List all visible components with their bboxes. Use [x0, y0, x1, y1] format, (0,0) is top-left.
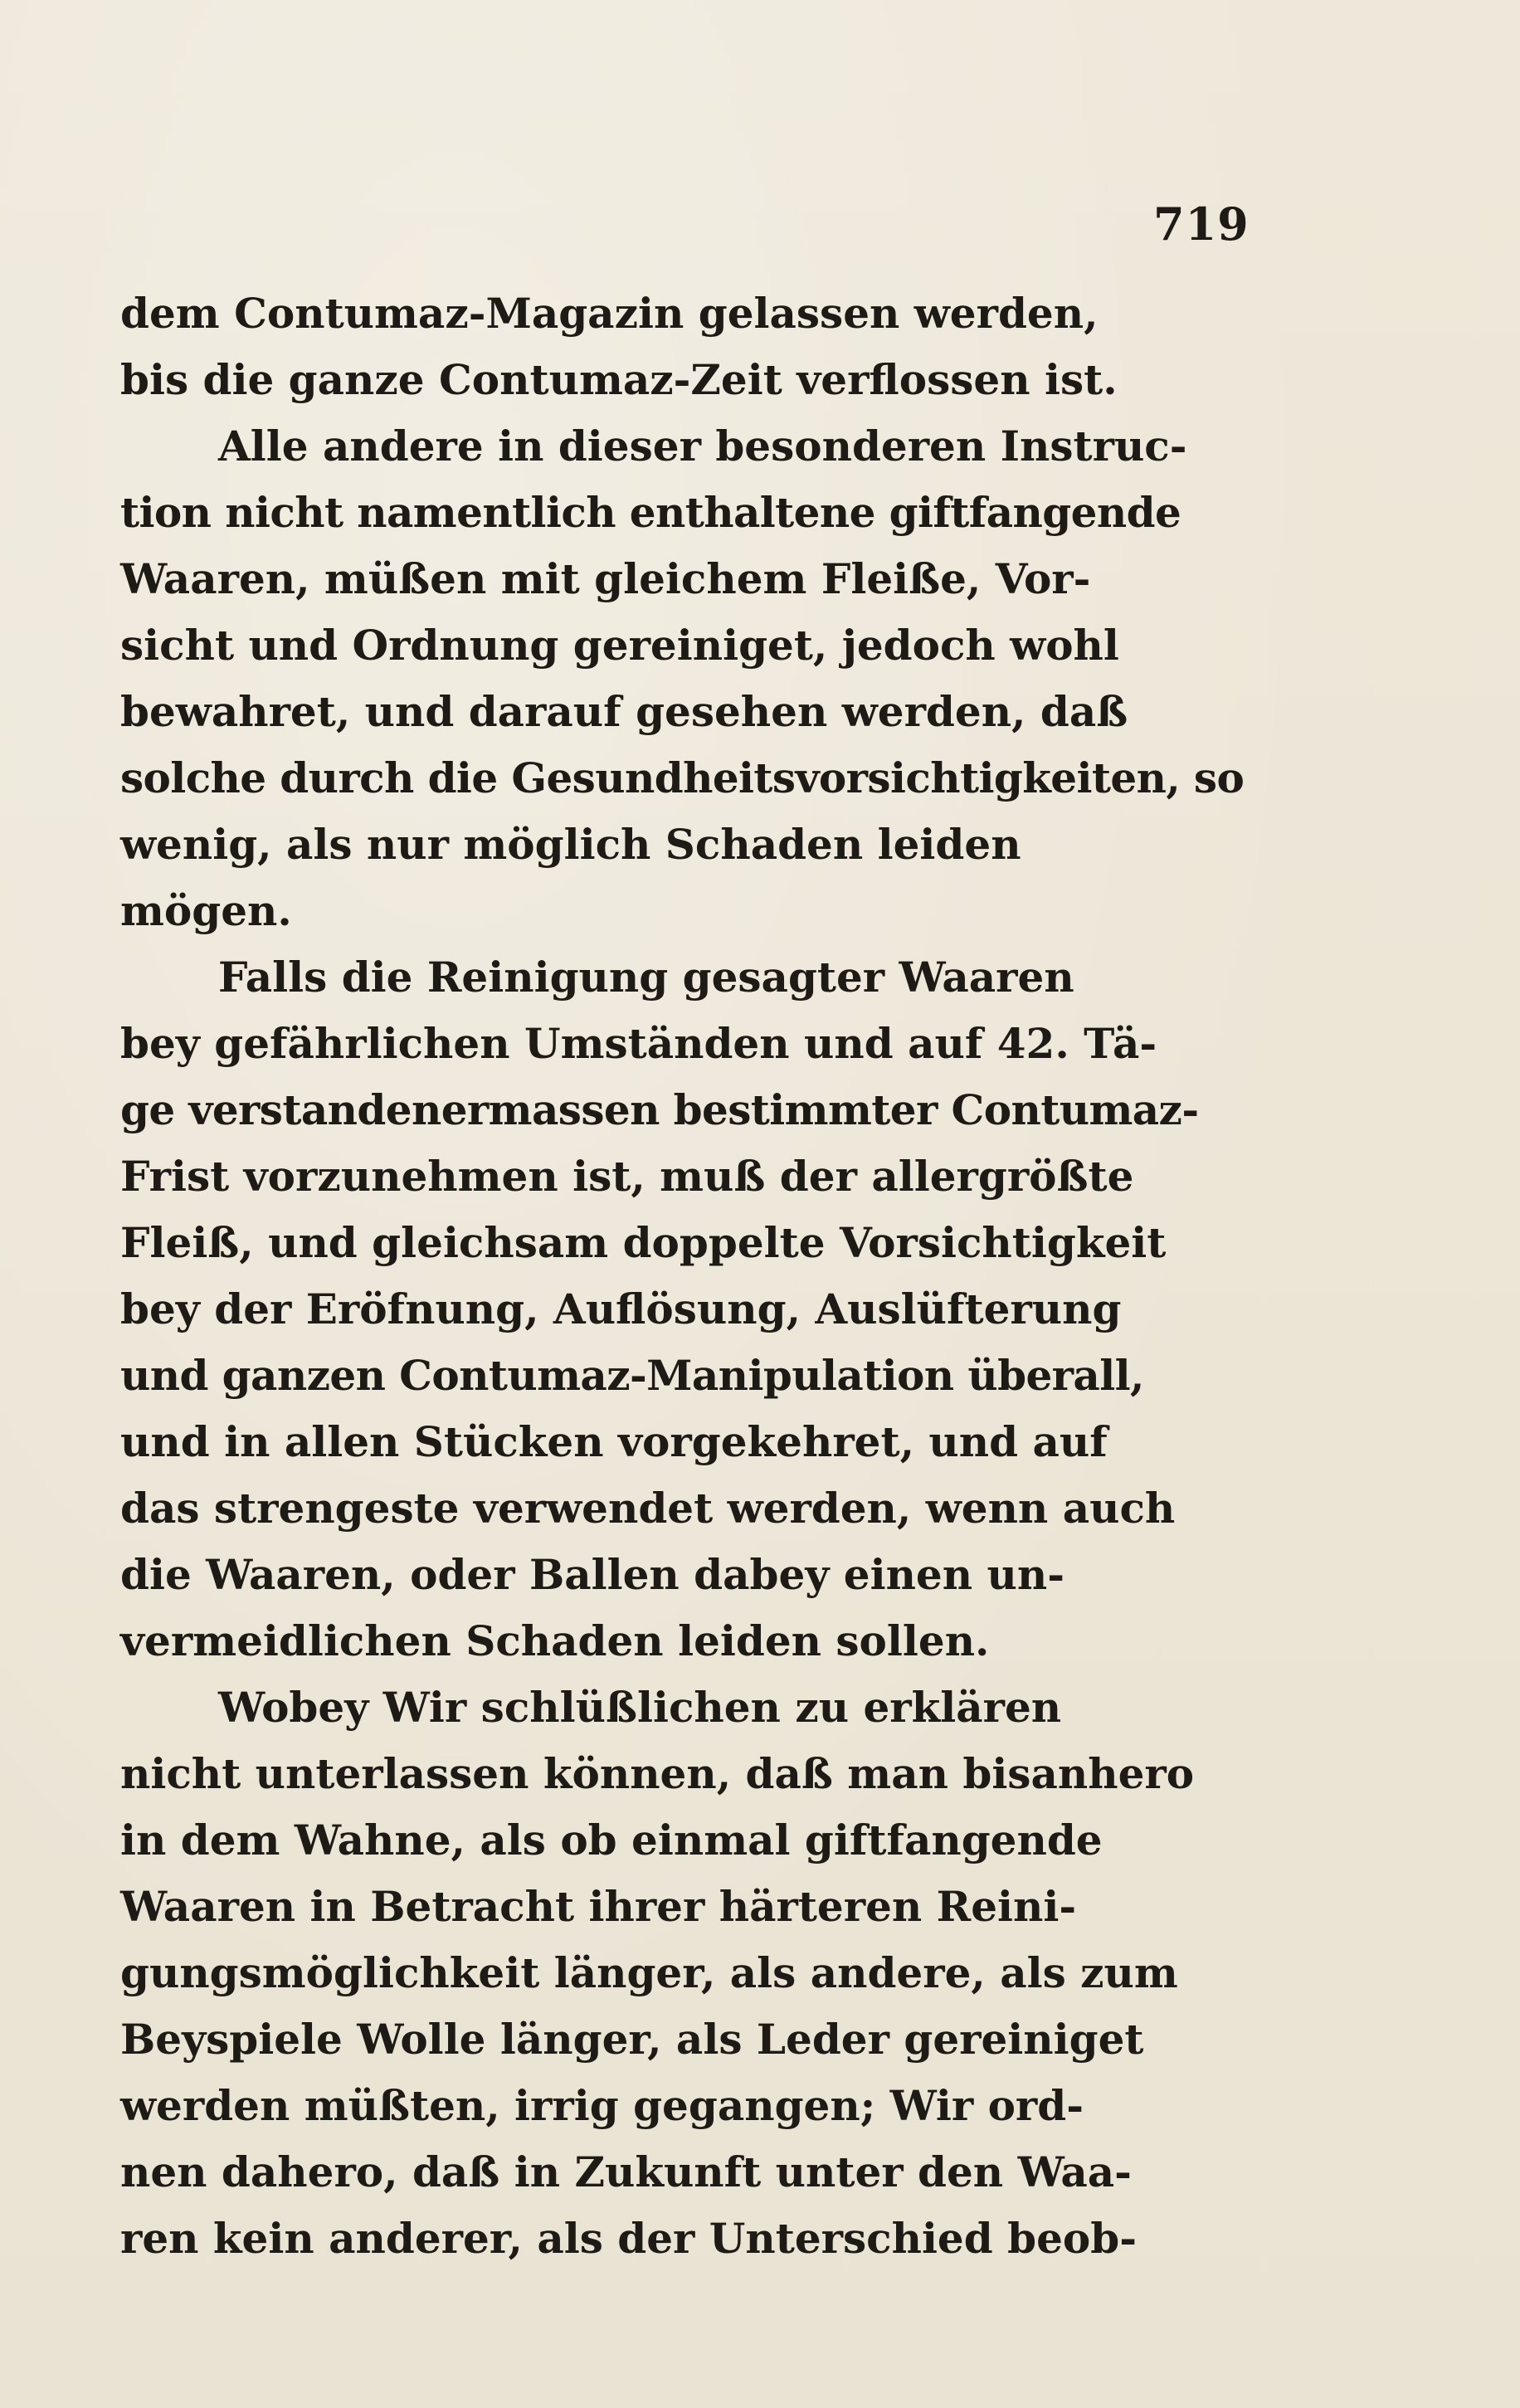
- text-line: bey gefährlichen Umständen und auf 42. Tä-: [120, 1019, 1157, 1068]
- text-line: Waaren, müßen mit gleichem Fleiße, Vor-: [120, 554, 1091, 603]
- text-line: sicht und Ordnung gereiniget, jedoch wohl: [120, 621, 1119, 670]
- text-line: tion nicht namentlich enthaltene giftfangende: [120, 488, 1181, 537]
- text-line: gungsmöglichkeit länger, als andere, als zum: [120, 1948, 1178, 1997]
- paragraph-start-line: Alle andere in dieser besonderen Instruc-: [218, 422, 1187, 470]
- paragraph-start-line: Falls die Reinigung gesagter Waaren: [218, 953, 1074, 1002]
- text-line: dem Contumaz-Magazin gelassen werden,: [120, 289, 1099, 338]
- text-line: werden müßten, irrig gegangen; Wir ord-: [120, 2081, 1084, 2130]
- text-line: Waaren in Betracht ihrer härteren Reini-: [120, 1882, 1077, 1931]
- text-line: solche durch die Gesundheitsvorsichtigkeiten, so: [120, 753, 1245, 802]
- text-line: das strengeste verwendet werden, wenn auch: [120, 1484, 1176, 1533]
- text-line: nicht unterlassen können, daß man bisanhero: [120, 1749, 1195, 1798]
- text-line: bis die ganze Contumaz-Zeit verflossen ist.: [120, 355, 1118, 404]
- text-line: bey der Eröfnung, Auflösung, Auslüfterung: [120, 1284, 1122, 1333]
- text-line: in dem Wahne, als ob einmal giftfangende: [120, 1816, 1103, 1864]
- body-text: [120, 280, 1245, 2272]
- text-line: vermeidlichen Schaden leiden sollen.: [120, 1616, 990, 1665]
- text-line: die Waaren, oder Ballen dabey einen un-: [120, 1550, 1064, 1599]
- text-line: ge verstandenermassen bestimmter Contumaz-: [120, 1085, 1199, 1134]
- text-line: und ganzen Contumaz-Manipulation überall,: [120, 1351, 1144, 1400]
- paragraph-start-line: Wobey Wir schlüßlichen zu erklären: [218, 1683, 1062, 1732]
- text-line: Frist vorzunehmen ist, muß der allergrößte: [120, 1152, 1134, 1201]
- text-line: Fleiß, und gleichsam doppelte Vorsichtigkeit: [120, 1218, 1167, 1267]
- text-line: und in allen Stücken vorgekehret, und auf: [120, 1417, 1108, 1466]
- page-number: 719: [1153, 197, 1250, 251]
- text-line: mögen.: [120, 886, 292, 935]
- text-line: ren kein anderer, als der Unterschied beob-: [120, 2214, 1137, 2263]
- text-line: bewahret, und darauf gesehen werden, daß: [120, 687, 1128, 736]
- text-line: Beyspiele Wolle länger, als Leder gereiniget: [120, 2015, 1144, 2064]
- text-line: nen dahero, daß in Zukunft unter den Waa-: [120, 2147, 1132, 2196]
- text-line: wenig, als nur möglich Schaden leiden: [120, 820, 1021, 869]
